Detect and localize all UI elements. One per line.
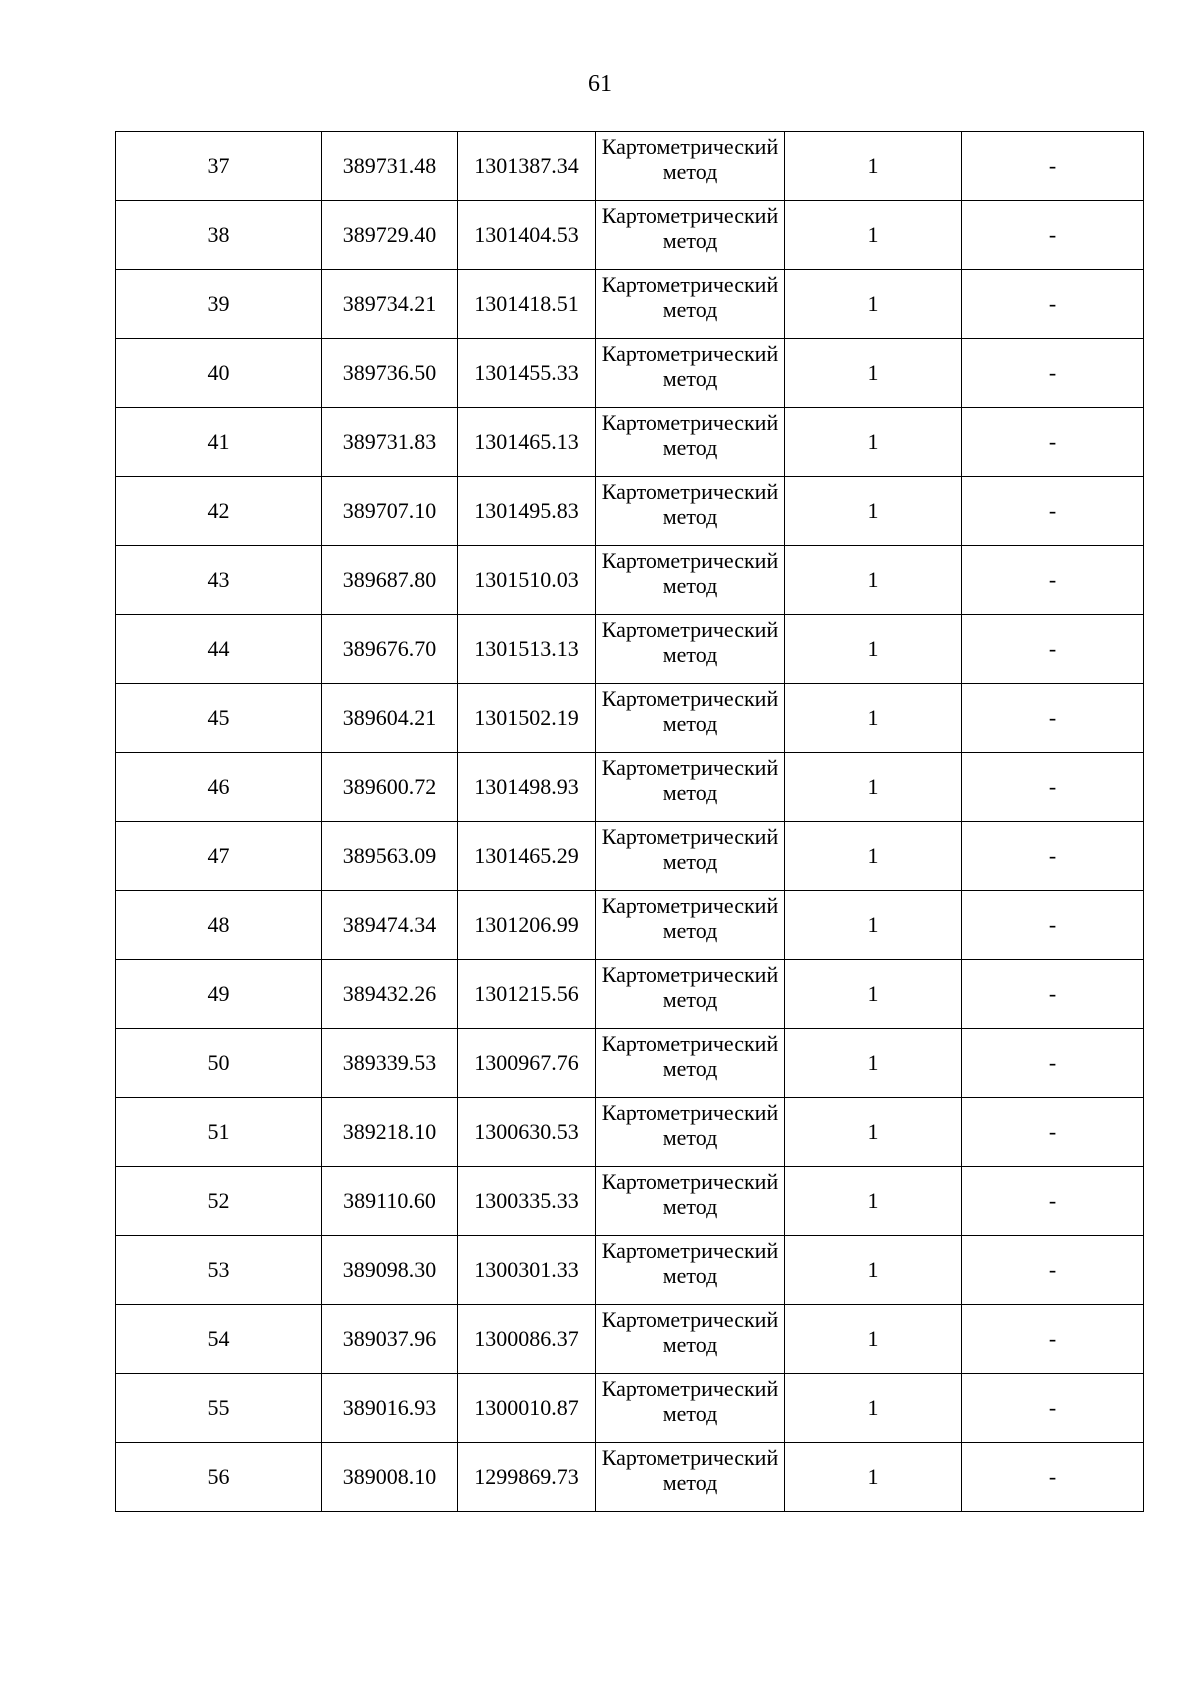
table-row	[116, 1443, 1144, 1512]
x-coordinate-cell: 389687.80	[322, 546, 458, 615]
accuracy-cell: 1	[785, 822, 962, 891]
point-number-cell: 42	[116, 477, 322, 546]
note-cell: -	[962, 1374, 1144, 1443]
table-row	[116, 1236, 1144, 1305]
accuracy-cell: 1	[785, 891, 962, 960]
y-coordinate-cell: 1300967.76	[458, 1029, 596, 1098]
method-cell: Картометрический метод	[596, 339, 785, 408]
point-number-cell: 50	[116, 1029, 322, 1098]
accuracy-cell: 1	[785, 1374, 962, 1443]
note-cell: -	[962, 201, 1144, 270]
method-cell: Картометрический метод	[596, 753, 785, 822]
x-coordinate-cell: 389563.09	[322, 822, 458, 891]
x-coordinate-cell: 389110.60	[322, 1167, 458, 1236]
point-number-cell: 41	[116, 408, 322, 477]
point-number-cell: 39	[116, 270, 322, 339]
note-cell: -	[962, 615, 1144, 684]
table-row	[116, 339, 1144, 408]
method-cell: Картометрический метод	[596, 1167, 785, 1236]
y-coordinate-cell: 1301498.93	[458, 753, 596, 822]
method-cell: Картометрический метод	[596, 822, 785, 891]
accuracy-cell: 1	[785, 546, 962, 615]
note-cell: -	[962, 1098, 1144, 1167]
note-cell: -	[962, 753, 1144, 822]
point-number-cell: 54	[116, 1305, 322, 1374]
note-cell: -	[962, 1029, 1144, 1098]
note-cell: -	[962, 546, 1144, 615]
point-number-cell: 46	[116, 753, 322, 822]
accuracy-cell: 1	[785, 1443, 962, 1512]
x-coordinate-cell: 389707.10	[322, 477, 458, 546]
point-number-cell: 48	[116, 891, 322, 960]
table-row	[116, 753, 1144, 822]
table-row	[116, 477, 1144, 546]
accuracy-cell: 1	[785, 753, 962, 822]
note-cell: -	[962, 822, 1144, 891]
method-cell: Картометрический метод	[596, 960, 785, 1029]
table-row	[116, 1029, 1144, 1098]
note-cell: -	[962, 270, 1144, 339]
table-row	[116, 270, 1144, 339]
note-cell: -	[962, 960, 1144, 1029]
method-cell: Картометрический метод	[596, 132, 785, 201]
y-coordinate-cell: 1301215.56	[458, 960, 596, 1029]
point-number-cell: 49	[116, 960, 322, 1029]
point-number-cell: 53	[116, 1236, 322, 1305]
accuracy-cell: 1	[785, 684, 962, 753]
y-coordinate-cell: 1301465.29	[458, 822, 596, 891]
accuracy-cell: 1	[785, 132, 962, 201]
x-coordinate-cell: 389432.26	[322, 960, 458, 1029]
note-cell: -	[962, 1236, 1144, 1305]
table-row	[116, 546, 1144, 615]
y-coordinate-cell: 1301510.03	[458, 546, 596, 615]
x-coordinate-cell: 389474.34	[322, 891, 458, 960]
point-number-cell: 37	[116, 132, 322, 201]
point-number-cell: 52	[116, 1167, 322, 1236]
accuracy-cell: 1	[785, 1236, 962, 1305]
accuracy-cell: 1	[785, 1029, 962, 1098]
x-coordinate-cell: 389008.10	[322, 1443, 458, 1512]
note-cell: -	[962, 408, 1144, 477]
y-coordinate-cell: 1300630.53	[458, 1098, 596, 1167]
table-row	[116, 615, 1144, 684]
x-coordinate-cell: 389037.96	[322, 1305, 458, 1374]
accuracy-cell: 1	[785, 201, 962, 270]
method-cell: Картометрический метод	[596, 1236, 785, 1305]
x-coordinate-cell: 389604.21	[322, 684, 458, 753]
table-row	[116, 408, 1144, 477]
x-coordinate-cell: 389098.30	[322, 1236, 458, 1305]
note-cell: -	[962, 132, 1144, 201]
method-cell: Картометрический метод	[596, 1305, 785, 1374]
y-coordinate-cell: 1301502.19	[458, 684, 596, 753]
point-number-cell: 43	[116, 546, 322, 615]
table-row	[116, 822, 1144, 891]
x-coordinate-cell: 389600.72	[322, 753, 458, 822]
accuracy-cell: 1	[785, 1098, 962, 1167]
method-cell: Картометрический метод	[596, 684, 785, 753]
table-row	[116, 1374, 1144, 1443]
method-cell: Картометрический метод	[596, 546, 785, 615]
x-coordinate-cell: 389339.53	[322, 1029, 458, 1098]
y-coordinate-cell: 1300335.33	[458, 1167, 596, 1236]
accuracy-cell: 1	[785, 1167, 962, 1236]
table-row	[116, 201, 1144, 270]
accuracy-cell: 1	[785, 270, 962, 339]
x-coordinate-cell: 389218.10	[322, 1098, 458, 1167]
y-coordinate-cell: 1301513.13	[458, 615, 596, 684]
table-row	[116, 1305, 1144, 1374]
note-cell: -	[962, 1167, 1144, 1236]
y-coordinate-cell: 1299869.73	[458, 1443, 596, 1512]
x-coordinate-cell: 389016.93	[322, 1374, 458, 1443]
note-cell: -	[962, 684, 1144, 753]
x-coordinate-cell: 389736.50	[322, 339, 458, 408]
note-cell: -	[962, 477, 1144, 546]
y-coordinate-cell: 1300301.33	[458, 1236, 596, 1305]
method-cell: Картометрический метод	[596, 891, 785, 960]
coordinates-table-body	[116, 132, 1144, 1512]
table-row	[116, 891, 1144, 960]
method-cell: Картометрический метод	[596, 408, 785, 477]
x-coordinate-cell: 389731.83	[322, 408, 458, 477]
note-cell: -	[962, 1305, 1144, 1374]
accuracy-cell: 1	[785, 339, 962, 408]
method-cell: Картометрический метод	[596, 1029, 785, 1098]
accuracy-cell: 1	[785, 1305, 962, 1374]
table-row	[116, 132, 1144, 201]
point-number-cell: 56	[116, 1443, 322, 1512]
accuracy-cell: 1	[785, 615, 962, 684]
y-coordinate-cell: 1301495.83	[458, 477, 596, 546]
method-cell: Картометрический метод	[596, 1443, 785, 1512]
x-coordinate-cell: 389676.70	[322, 615, 458, 684]
point-number-cell: 51	[116, 1098, 322, 1167]
note-cell: -	[962, 1443, 1144, 1512]
y-coordinate-cell: 1300010.87	[458, 1374, 596, 1443]
point-number-cell: 38	[116, 201, 322, 270]
accuracy-cell: 1	[785, 408, 962, 477]
point-number-cell: 45	[116, 684, 322, 753]
x-coordinate-cell: 389734.21	[322, 270, 458, 339]
point-number-cell: 40	[116, 339, 322, 408]
method-cell: Картометрический метод	[596, 270, 785, 339]
y-coordinate-cell: 1301465.13	[458, 408, 596, 477]
note-cell: -	[962, 891, 1144, 960]
y-coordinate-cell: 1301206.99	[458, 891, 596, 960]
table-row	[116, 684, 1144, 753]
point-number-cell: 44	[116, 615, 322, 684]
y-coordinate-cell: 1301418.51	[458, 270, 596, 339]
point-number-cell: 55	[116, 1374, 322, 1443]
method-cell: Картометрический метод	[596, 477, 785, 546]
y-coordinate-cell: 1300086.37	[458, 1305, 596, 1374]
method-cell: Картометрический метод	[596, 1374, 785, 1443]
accuracy-cell: 1	[785, 477, 962, 546]
table-row	[116, 960, 1144, 1029]
page-number: 61	[588, 71, 612, 97]
y-coordinate-cell: 1301387.34	[458, 132, 596, 201]
table-row	[116, 1098, 1144, 1167]
method-cell: Картометрический метод	[596, 1098, 785, 1167]
y-coordinate-cell: 1301404.53	[458, 201, 596, 270]
table-row	[116, 1167, 1144, 1236]
method-cell: Картометрический метод	[596, 615, 785, 684]
accuracy-cell: 1	[785, 960, 962, 1029]
method-cell: Картометрический метод	[596, 201, 785, 270]
x-coordinate-cell: 389729.40	[322, 201, 458, 270]
note-cell: -	[962, 339, 1144, 408]
y-coordinate-cell: 1301455.33	[458, 339, 596, 408]
coordinates-table	[115, 131, 1144, 1512]
point-number-cell: 47	[116, 822, 322, 891]
x-coordinate-cell: 389731.48	[322, 132, 458, 201]
